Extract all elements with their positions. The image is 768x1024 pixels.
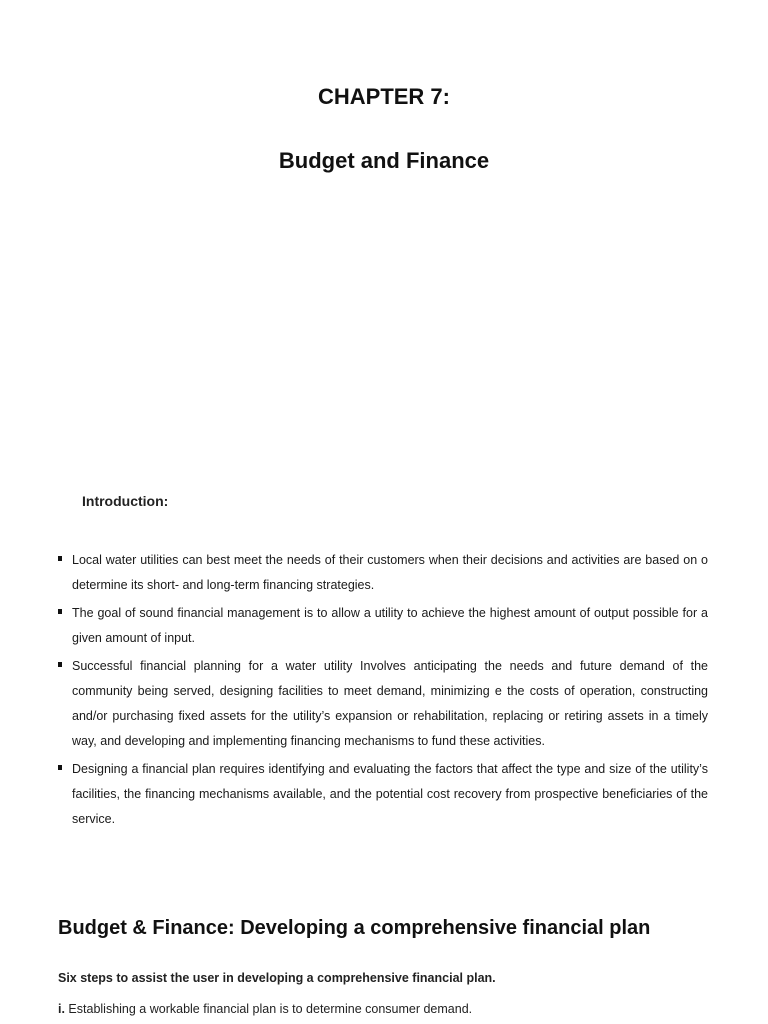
- bullet-text: Local water utilities can best meet the needs of their customers when their decisions and activities are based on o determine its short- and long-term financing strategies.: [72, 553, 708, 592]
- square-bullet-icon: [58, 765, 62, 770]
- step-number: i.: [58, 1002, 65, 1016]
- bullet-text: Successful financial planning for a water utility Involves anticipating the needs and future demand of the community being served, designing facilities to meet demand, minimizing e the costs of operation, constructing and/or purchasing fixed assets for the utility’s expansion or rehabilitation, replacing or retiring assets in a timely way, and developing and implementing financing mechanisms to fund these activities.: [72, 659, 708, 748]
- chapter-title: Budget and Finance: [278, 148, 490, 173]
- introduction-heading: Introduction:: [82, 493, 169, 509]
- list-item: [58, 757, 708, 832]
- bullet-text: Designing a financial plan requires identifying and evaluating the factors that affect the type and size of the utility’s facilities, the financing mechanisms available, and the potential cost recovery from prospective beneficiaries of the service.: [72, 762, 708, 826]
- list-item: [58, 654, 708, 754]
- steps-intro-text: Six steps to assist the user in developing a comprehensive financial plan.: [58, 971, 496, 985]
- bullet-text: The goal of sound financial management is to allow a utility to achieve the highest amount of output possible for a given amount of input.: [72, 606, 708, 645]
- square-bullet-icon: [58, 609, 62, 614]
- list-item: [58, 548, 708, 598]
- list-item: [58, 601, 708, 651]
- step-item: [58, 1002, 472, 1016]
- chapter-number: CHAPTER 7:: [317, 84, 450, 109]
- section-heading: Budget & Finance: Developing a comprehensive financial plan: [58, 917, 651, 939]
- introduction-bullet-list: [58, 548, 708, 835]
- step-text: Establishing a workable financial plan is to determine consumer demand.: [64, 1002, 473, 1016]
- square-bullet-icon: [58, 662, 62, 667]
- square-bullet-icon: [58, 556, 62, 561]
